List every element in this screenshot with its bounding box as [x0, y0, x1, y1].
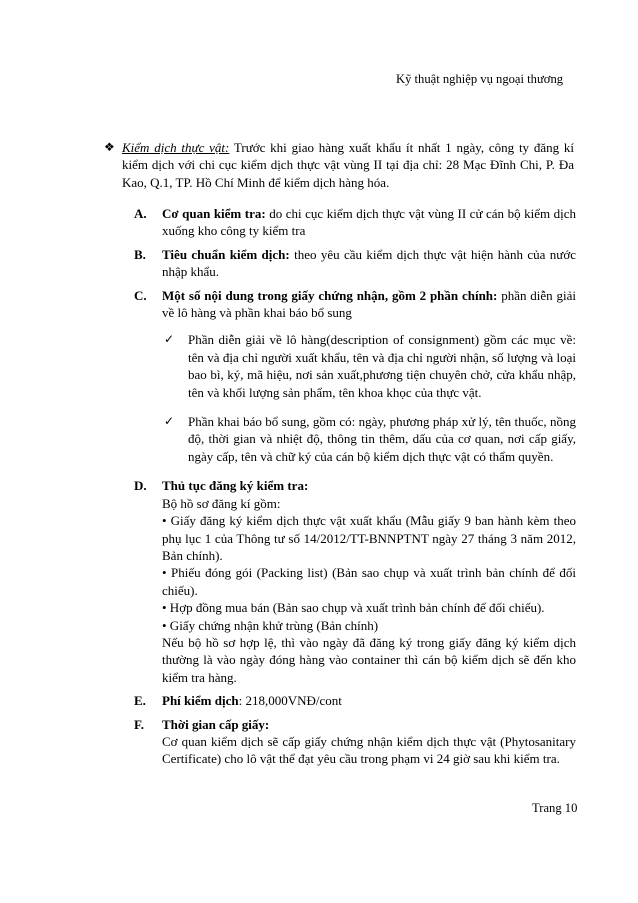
section-letter: E. [134, 693, 146, 709]
list-item: • Giấy đăng ký kiểm dịch thực vật xuất khẩu (Mẫu giấy 9 ban hành kèm theo phụ lục 1 của Thông tư số 14/2012/TT-BNNPTNT ngày 27 tháng 3 năm 2012, Bản chính). [162, 513, 576, 563]
section-e [134, 692, 576, 709]
checkmark-icon: ✓ [164, 332, 175, 347]
checklist-item-text: Phần khai báo bổ sung, gồm có: ngày, phương pháp xử lý, tên thuốc, nồng độ, thời gian và nhiệt độ, thông tin thêm, dấu của cơ quan, nơi cấp giấy, ngày cấp, tên và chữ ký của cán bộ kiểm dịch thực vật có thẩm quyền. [188, 414, 576, 464]
section-label: Cơ quan kiểm tra: [162, 206, 266, 221]
section-letter: A. [134, 206, 147, 221]
section-b [134, 246, 576, 281]
intro-label: Kiểm dịch thực vật: [122, 140, 230, 155]
section-label: Một số nội dung trong giấy chứng nhận, gồm 2 phần chính: [162, 287, 498, 303]
checklist [134, 331, 576, 465]
section-label: Tiêu chuẩn kiểm dịch: [162, 246, 290, 262]
list-item: • Hợp đồng mua bán (Bản sao chụp và xuất trình bản chính để đối chiếu). [162, 600, 545, 616]
section-letter: C. [134, 287, 147, 303]
running-header: Kỹ thuật nghiệp vụ ngoại thương [396, 72, 564, 86]
section-list [134, 205, 576, 774]
section-text: Cơ quan kiểm dịch sẽ cấp giấy chứng nhận kiểm dịch thực vật (Phytosanitary Certificate) cho lô vật thể đạt yêu cầu trong phạm vi 24 giờ sau khi kiểm tra. [162, 733, 576, 767]
page-number: Trang 10 [532, 801, 578, 815]
section-text: phần diễn giải về lô hàng và phần khai báo bổ sung [162, 287, 576, 321]
section-closing: Nếu bộ hồ sơ hợp lệ, thì vào ngày đã đăng ký trong giấy đăng ký kiểm dịch thường là vào ngày đóng hàng vào container thì cán bộ kiểm dịch sẽ đến kho kiểm tra hàng. [162, 634, 576, 685]
intro-paragraph [104, 139, 574, 191]
section-intro: Bộ hồ sơ đăng kí gồm: [162, 495, 281, 511]
section-label: Phí kiểm dịch [162, 693, 239, 709]
checklist-item [148, 331, 576, 401]
section-f [134, 716, 576, 768]
section-text: do chi cục kiểm dịch thực vật vùng II cử cán bộ kiểm dịch xuống kho công ty kiểm tra [162, 206, 576, 239]
list-item: • Phiếu đóng gói (Packing list) (Bản sao chụp và xuất trình bản chính để đối chiếu). [162, 565, 576, 598]
section-text: : 218,000VNĐ/cont [238, 693, 342, 709]
section-text: theo yêu cầu kiểm dịch thực vật hiện hành của nước nhập khẩu. [162, 246, 576, 280]
section-label: Thời gian cấp giấy: [162, 716, 270, 732]
section-letter: B. [134, 246, 146, 262]
checkmark-icon: ✓ [164, 414, 175, 429]
section-label: Thủ tục đăng ký kiểm tra: [162, 478, 309, 494]
section-letter: F. [134, 716, 144, 732]
diamond-bullet-icon: ❖ [104, 140, 115, 154]
checklist-item-text: Phần diễn giải về lô hàng(description of consignment) gồm các mục về: tên và địa chỉ người xuất khẩu, tên và địa chỉ người nhận, số lượng và loại bao bì, ký, mã hiệu, nơi sản xuất,phương tiện chuyên chở, cửa khẩu nhập, tên và khối lượng sản phẩm, tên khoa khọc của thực vật. [188, 332, 576, 400]
section-letter: D. [134, 478, 147, 494]
list-item: • Giấy chứng nhận khử trùng (Bản chính) [162, 617, 379, 633]
section-d [134, 477, 576, 686]
section-c [134, 287, 576, 322]
section-a [134, 205, 576, 240]
checklist-item [148, 413, 576, 465]
intro-text: Trước khi giao hàng xuất khẩu ít nhất 1 ngày, công ty đăng kí kiểm dịch với chi cục kiểm dịch thực vật vùng II tại địa chỉ: 28 Mạc Đĩnh Chi, P. Đa Kao, Q.1, TP. Hồ Chí Minh để kiểm dịch hàng hóa. [122, 140, 575, 190]
